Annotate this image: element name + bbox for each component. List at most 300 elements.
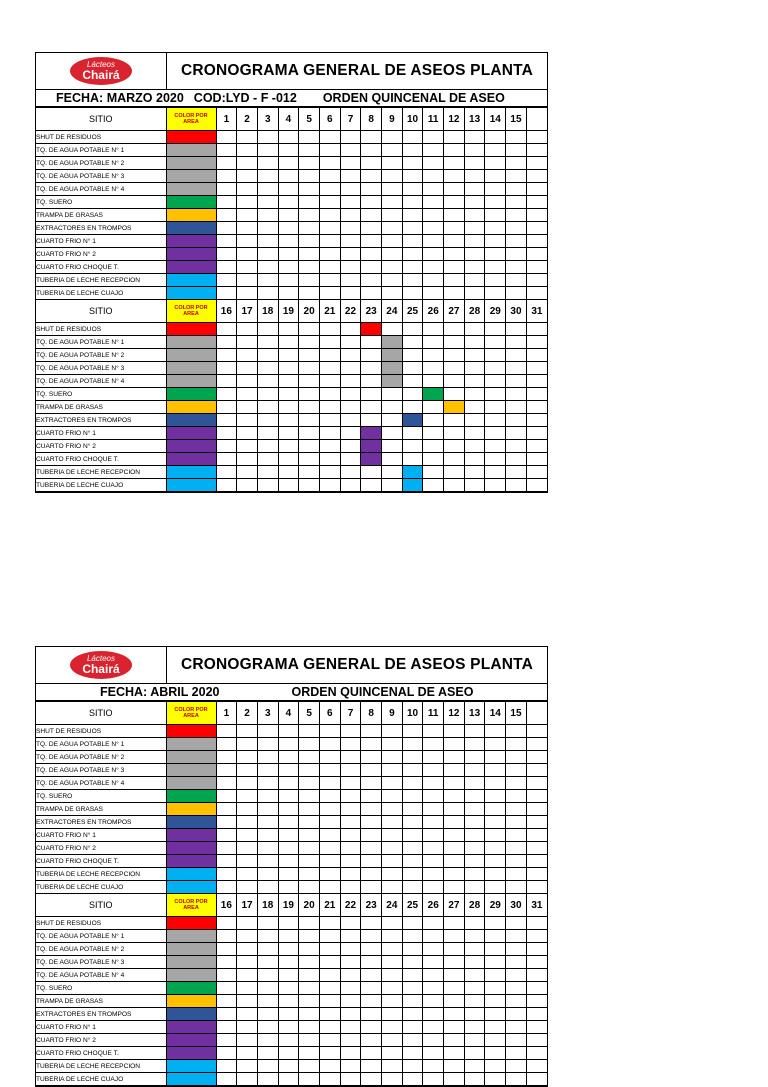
day-cell — [216, 131, 237, 144]
day-cell — [485, 751, 506, 764]
day-cell — [340, 375, 361, 388]
day-header: 9 — [382, 108, 403, 131]
day-cell — [340, 917, 361, 930]
day-cell — [319, 453, 340, 466]
code-label: COD:LYD - F -012 — [193, 91, 297, 105]
color-swatch — [166, 466, 216, 479]
day-cell — [506, 248, 527, 261]
day-cell — [423, 375, 444, 388]
color-swatch — [166, 287, 216, 300]
day-cell — [257, 764, 278, 777]
day-cell — [402, 1034, 423, 1047]
day-cell — [526, 943, 547, 956]
day-cell — [361, 816, 382, 829]
day-cell — [319, 1073, 340, 1086]
day-cell — [423, 261, 444, 274]
day-cell — [382, 261, 403, 274]
day-cell — [423, 917, 444, 930]
day-cell — [340, 803, 361, 816]
day-cell — [506, 868, 527, 881]
day-cell — [464, 829, 485, 842]
day-cell — [423, 930, 444, 943]
day-cell — [526, 222, 547, 235]
day-cell — [382, 414, 403, 427]
day-cell — [319, 401, 340, 414]
day-cell — [526, 881, 547, 894]
day-cell — [361, 751, 382, 764]
site-row — [36, 401, 547, 414]
site-name: TQ. DE AGUA POTABLE N° 2 — [36, 157, 166, 170]
day-cell — [299, 1034, 320, 1047]
day-cell — [340, 868, 361, 881]
day-cell — [216, 287, 237, 300]
day-cell — [361, 170, 382, 183]
color-swatch — [166, 995, 216, 1008]
day-cell — [506, 375, 527, 388]
site-row — [36, 751, 547, 764]
date-bar — [36, 684, 547, 701]
company-logo: Lácteos Chairá — [70, 651, 132, 679]
day-cell — [464, 235, 485, 248]
day-cell — [319, 248, 340, 261]
day-cell — [382, 131, 403, 144]
day-cell — [257, 777, 278, 790]
color-swatch — [166, 1073, 216, 1086]
day-cell — [506, 725, 527, 738]
day-cell — [423, 1060, 444, 1073]
day-cell — [278, 183, 299, 196]
day-cell — [257, 401, 278, 414]
day-cell — [485, 414, 506, 427]
day-header: 31 — [526, 300, 547, 323]
day-cell — [382, 157, 403, 170]
day-cell — [319, 855, 340, 868]
color-header: COLOR POR AREA — [166, 894, 216, 917]
day-cell — [361, 982, 382, 995]
day-cell — [485, 453, 506, 466]
color-swatch — [166, 738, 216, 751]
day-cell — [361, 855, 382, 868]
day-cell — [485, 261, 506, 274]
day-cell — [216, 349, 237, 362]
site-row — [36, 995, 547, 1008]
site-row — [36, 1021, 547, 1034]
day-cell — [526, 725, 547, 738]
day-cell — [237, 855, 258, 868]
day-cell — [216, 1060, 237, 1073]
day-cell — [216, 855, 237, 868]
scheduled-cell — [361, 427, 382, 440]
site-name: TUBERIA DE LECHE RECEPCION — [36, 466, 166, 479]
day-cell — [257, 183, 278, 196]
day-cell — [526, 157, 547, 170]
day-cell — [361, 222, 382, 235]
site-name: TUBERIA DE LECHE CUAJO — [36, 1073, 166, 1086]
day-cell — [485, 157, 506, 170]
sitio-header: SITIO — [36, 894, 166, 917]
day-cell — [361, 917, 382, 930]
site-row — [36, 1047, 547, 1060]
day-cell — [382, 969, 403, 982]
scheduled-cell — [402, 479, 423, 492]
day-cell — [319, 466, 340, 479]
day-cell — [278, 969, 299, 982]
day-cell — [257, 157, 278, 170]
site-name: TQ. DE AGUA POTABLE N° 3 — [36, 362, 166, 375]
day-cell — [423, 349, 444, 362]
scheduled-cell — [361, 453, 382, 466]
day-cell — [278, 777, 299, 790]
color-header: COLOR POR AREA — [166, 300, 216, 323]
day-cell — [506, 1060, 527, 1073]
day-cell — [402, 235, 423, 248]
day-cell — [464, 855, 485, 868]
day-cell — [361, 274, 382, 287]
day-header: 31 — [526, 894, 547, 917]
site-name: TRAMPA DE GRASAS — [36, 995, 166, 1008]
day-cell — [340, 170, 361, 183]
day-cell — [340, 995, 361, 1008]
day-cell — [444, 777, 465, 790]
day-cell — [402, 362, 423, 375]
day-cell — [299, 1047, 320, 1060]
day-cell — [526, 323, 547, 336]
day-cell — [237, 261, 258, 274]
day-cell — [299, 738, 320, 751]
day-cell — [257, 1060, 278, 1073]
color-swatch — [166, 829, 216, 842]
day-cell — [257, 440, 278, 453]
day-cell — [340, 764, 361, 777]
day-cell — [423, 764, 444, 777]
day-cell — [464, 969, 485, 982]
day-cell — [402, 790, 423, 803]
scheduled-cell — [382, 362, 403, 375]
site-row — [36, 764, 547, 777]
day-cell — [464, 725, 485, 738]
day-cell — [299, 362, 320, 375]
site-name: TQ. DE AGUA POTABLE N° 4 — [36, 183, 166, 196]
scheduled-cell — [402, 466, 423, 479]
site-name: TQ. DE AGUA POTABLE N° 1 — [36, 144, 166, 157]
day-cell — [402, 349, 423, 362]
day-cell — [216, 157, 237, 170]
day-cell — [278, 274, 299, 287]
day-cell — [423, 725, 444, 738]
day-cell — [506, 777, 527, 790]
color-swatch — [166, 222, 216, 235]
day-cell — [216, 209, 237, 222]
day-cell — [237, 222, 258, 235]
day-header: 3 — [257, 108, 278, 131]
day-cell — [237, 235, 258, 248]
day-cell — [382, 855, 403, 868]
day-cell — [506, 261, 527, 274]
schedule-title: CRONOGRAMA GENERAL DE ASEOS PLANTA — [180, 656, 534, 673]
site-name: CUARTO FRIO CHOQUE T. — [36, 855, 166, 868]
scheduled-cell — [444, 401, 465, 414]
day-header: 18 — [257, 894, 278, 917]
day-cell — [485, 816, 506, 829]
day-cell — [382, 842, 403, 855]
day-cell — [216, 956, 237, 969]
sitio-header: SITIO — [36, 702, 166, 725]
day-cell — [464, 261, 485, 274]
day-cell — [340, 1008, 361, 1021]
day-header: 7 — [340, 108, 361, 131]
day-cell — [382, 453, 403, 466]
day-cell — [506, 170, 527, 183]
day-cell — [216, 1047, 237, 1060]
day-cell — [319, 362, 340, 375]
day-cell — [340, 738, 361, 751]
day-cell — [423, 738, 444, 751]
day-cell — [423, 235, 444, 248]
day-cell — [278, 362, 299, 375]
day-cell — [216, 222, 237, 235]
site-row — [36, 816, 547, 829]
day-cell — [237, 969, 258, 982]
day-cell — [216, 144, 237, 157]
day-header — [526, 108, 547, 131]
day-cell — [526, 362, 547, 375]
day-cell — [402, 917, 423, 930]
day-cell — [382, 777, 403, 790]
day-cell — [464, 196, 485, 209]
site-name: TRAMPA DE GRASAS — [36, 209, 166, 222]
day-cell — [382, 209, 403, 222]
day-cell — [382, 1073, 403, 1086]
day-cell — [444, 881, 465, 894]
day-cell — [382, 183, 403, 196]
color-swatch — [166, 375, 216, 388]
day-header: 25 — [402, 300, 423, 323]
day-cell — [506, 1021, 527, 1034]
day-cell — [402, 1047, 423, 1060]
day-cell — [444, 287, 465, 300]
day-cell — [216, 803, 237, 816]
day-cell — [361, 362, 382, 375]
day-cell — [361, 209, 382, 222]
site-row — [36, 969, 547, 982]
schedule-grid — [36, 701, 547, 1086]
day-cell — [340, 816, 361, 829]
day-cell — [526, 816, 547, 829]
day-cell — [278, 414, 299, 427]
day-cell — [216, 1021, 237, 1034]
day-cell — [423, 995, 444, 1008]
day-cell — [382, 790, 403, 803]
day-cell — [464, 388, 485, 401]
day-cell — [361, 829, 382, 842]
day-cell — [299, 388, 320, 401]
site-name: TUBERIA DE LECHE CUAJO — [36, 881, 166, 894]
day-cell — [216, 930, 237, 943]
day-cell — [444, 803, 465, 816]
day-cell — [257, 803, 278, 816]
day-cell — [464, 868, 485, 881]
day-cell — [402, 401, 423, 414]
day-cell — [485, 725, 506, 738]
day-cell — [237, 1034, 258, 1047]
day-cell — [402, 969, 423, 982]
day-cell — [506, 196, 527, 209]
day-cell — [485, 287, 506, 300]
day-cell — [319, 995, 340, 1008]
site-name: CUARTO FRIO N° 2 — [36, 842, 166, 855]
day-cell — [526, 956, 547, 969]
site-name: TQ. SUERO — [36, 790, 166, 803]
scheduled-cell — [382, 375, 403, 388]
site-name: TQ. DE AGUA POTABLE N° 2 — [36, 751, 166, 764]
day-cell — [444, 388, 465, 401]
day-cell — [402, 725, 423, 738]
day-cell — [299, 261, 320, 274]
day-cell — [506, 209, 527, 222]
day-cell — [464, 401, 485, 414]
day-cell — [361, 349, 382, 362]
day-cell — [402, 943, 423, 956]
day-cell — [485, 1008, 506, 1021]
day-cell — [402, 1073, 423, 1086]
day-cell — [423, 1021, 444, 1034]
day-cell — [319, 375, 340, 388]
day-cell — [278, 829, 299, 842]
site-name: CUARTO FRIO N° 2 — [36, 440, 166, 453]
day-cell — [485, 1073, 506, 1086]
color-swatch — [166, 196, 216, 209]
day-cell — [340, 1060, 361, 1073]
site-row — [36, 842, 547, 855]
color-swatch — [166, 235, 216, 248]
day-cell — [402, 144, 423, 157]
day-cell — [257, 1073, 278, 1086]
color-swatch — [166, 261, 216, 274]
day-header: 11 — [423, 108, 444, 131]
day-cell — [485, 868, 506, 881]
site-row — [36, 466, 547, 479]
day-cell — [402, 440, 423, 453]
site-name: CUARTO FRIO N° 1 — [36, 1021, 166, 1034]
day-cell — [402, 170, 423, 183]
day-cell — [340, 1034, 361, 1047]
day-cell — [237, 274, 258, 287]
day-cell — [423, 183, 444, 196]
site-name: TUBERIA DE LECHE CUAJO — [36, 287, 166, 300]
color-swatch — [166, 427, 216, 440]
day-cell — [237, 336, 258, 349]
day-cell — [237, 362, 258, 375]
day-cell — [216, 868, 237, 881]
day-cell — [506, 479, 527, 492]
site-row — [36, 1060, 547, 1073]
day-cell — [257, 388, 278, 401]
day-cell — [382, 868, 403, 881]
day-header: 26 — [423, 894, 444, 917]
site-name: TQ. DE AGUA POTABLE N° 3 — [36, 956, 166, 969]
day-cell — [506, 738, 527, 751]
day-cell — [340, 453, 361, 466]
day-cell — [485, 466, 506, 479]
day-cell — [402, 1021, 423, 1034]
day-cell — [237, 881, 258, 894]
day-cell — [444, 1034, 465, 1047]
day-cell — [257, 881, 278, 894]
color-swatch — [166, 868, 216, 881]
color-swatch — [166, 764, 216, 777]
day-cell — [361, 235, 382, 248]
day-cell — [257, 131, 278, 144]
day-cell — [526, 1060, 547, 1073]
day-cell — [340, 287, 361, 300]
day-cell — [299, 917, 320, 930]
day-cell — [506, 183, 527, 196]
color-header: COLOR POR AREA — [166, 702, 216, 725]
day-cell — [526, 466, 547, 479]
site-name: TQ. SUERO — [36, 388, 166, 401]
day-cell — [340, 982, 361, 995]
day-cell — [423, 816, 444, 829]
day-cell — [506, 1047, 527, 1060]
day-cell — [464, 777, 485, 790]
day-cell — [485, 956, 506, 969]
color-swatch — [166, 956, 216, 969]
day-cell — [278, 868, 299, 881]
color-swatch — [166, 274, 216, 287]
day-cell — [361, 414, 382, 427]
color-swatch — [166, 790, 216, 803]
day-cell — [402, 930, 423, 943]
site-name: CUARTO FRIO N° 1 — [36, 427, 166, 440]
day-cell — [526, 1073, 547, 1086]
day-cell — [216, 917, 237, 930]
order-label: ORDEN QUINCENAL DE ASEO — [291, 685, 474, 699]
day-cell — [444, 427, 465, 440]
day-cell — [257, 1034, 278, 1047]
day-cell — [278, 790, 299, 803]
day-cell — [402, 1060, 423, 1073]
day-header: 5 — [299, 702, 320, 725]
day-cell — [402, 336, 423, 349]
day-cell — [423, 414, 444, 427]
day-cell — [319, 790, 340, 803]
day-cell — [257, 725, 278, 738]
day-cell — [278, 261, 299, 274]
day-cell — [444, 855, 465, 868]
day-cell — [382, 388, 403, 401]
day-cell — [464, 157, 485, 170]
color-swatch — [166, 157, 216, 170]
day-cell — [237, 287, 258, 300]
day-header: 18 — [257, 300, 278, 323]
day-cell — [444, 248, 465, 261]
day-cell — [423, 209, 444, 222]
site-name: TQ. DE AGUA POTABLE N° 4 — [36, 777, 166, 790]
day-cell — [299, 816, 320, 829]
day-cell — [299, 1021, 320, 1034]
day-cell — [382, 943, 403, 956]
scheduled-cell — [382, 336, 403, 349]
day-cell — [526, 235, 547, 248]
color-swatch — [166, 917, 216, 930]
day-cell — [340, 196, 361, 209]
day-cell — [340, 956, 361, 969]
day-cell — [299, 1060, 320, 1073]
day-cell — [485, 479, 506, 492]
day-cell — [278, 144, 299, 157]
day-cell — [526, 764, 547, 777]
day-cell — [485, 1047, 506, 1060]
